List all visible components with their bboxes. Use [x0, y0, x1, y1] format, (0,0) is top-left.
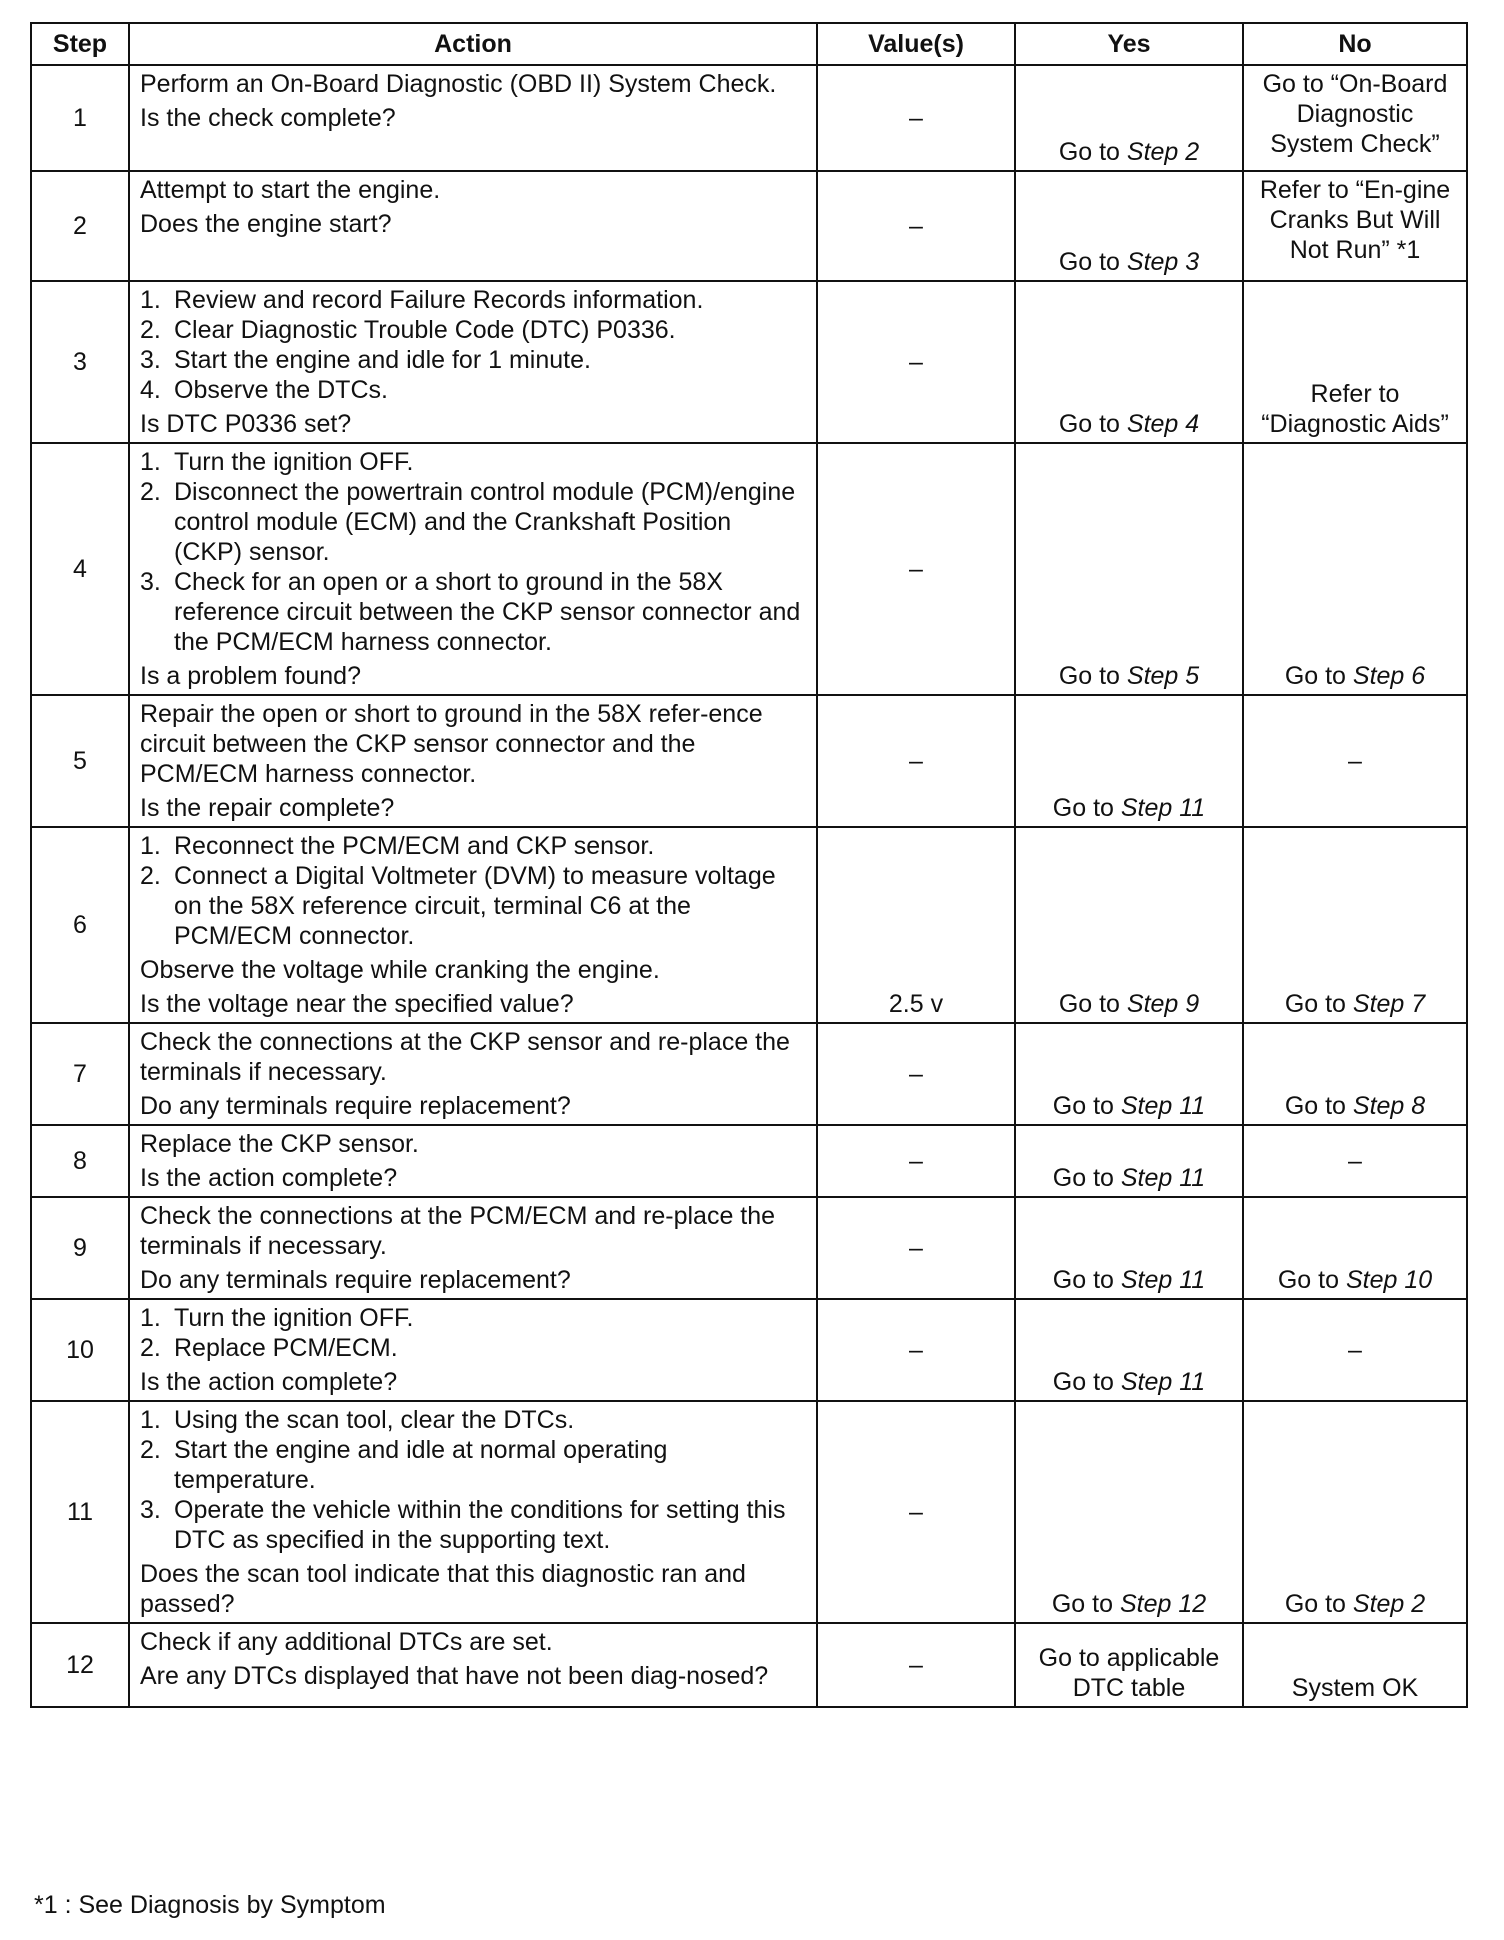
action-steps-list [140, 285, 806, 405]
no-cell [1243, 1197, 1467, 1299]
no-cell [1243, 695, 1467, 827]
goto-prefix: Go to [1058, 138, 1127, 166]
table-row [31, 171, 1467, 281]
action-cell [129, 695, 817, 827]
action-question: Is a problem found? [140, 662, 361, 690]
no-cell [1243, 1125, 1467, 1197]
list-item-text: Turn the ignition OFF. [174, 1304, 414, 1332]
yes-cell [1015, 827, 1243, 1023]
action-cell [129, 1197, 817, 1299]
no-text: – [1348, 747, 1362, 775]
action-cell [129, 1299, 817, 1401]
no-text: System OK [1291, 1674, 1419, 1702]
goto-prefix: Go to [1284, 1590, 1353, 1618]
no-cell [1243, 65, 1467, 171]
value-cell: – [817, 65, 1015, 171]
list-item [140, 567, 806, 657]
action-steps-list [140, 1303, 806, 1363]
goto-prefix: Go to [1284, 662, 1353, 690]
table-row [31, 65, 1467, 171]
yes-cell [1015, 1125, 1243, 1197]
action-paragraph: Replace the CKP sensor. [140, 1130, 419, 1158]
step-number: 8 [31, 1125, 129, 1197]
goto-step-link: Step 4 [1126, 410, 1200, 438]
no-cell [1243, 1023, 1467, 1125]
list-item-number: 1. [140, 1406, 161, 1434]
yes-cell [1015, 1197, 1243, 1299]
list-item-text: Disconnect the powertrain control module (PCM)/engine control module (ECM) and the Crankshaft Position (CKP) sensor. [174, 478, 796, 566]
table-header-row [31, 23, 1467, 65]
action-paragraph: Check if any additional DTCs are set. [140, 1628, 553, 1656]
yes-cell [1015, 65, 1243, 171]
list-item [140, 1303, 806, 1333]
diagnostic-table [30, 22, 1468, 1708]
no-cell [1243, 1299, 1467, 1401]
goto-step-link: Step 11 [1120, 1368, 1206, 1396]
goto-step-link: Step 2 [1352, 1590, 1426, 1618]
list-item-number: 1. [140, 286, 161, 314]
list-item-number: 1. [140, 448, 161, 476]
list-item-number: 2. [140, 316, 161, 344]
action-question: Does the scan tool indicate that this diagnostic ran and passed? [140, 1560, 746, 1618]
action-cell [129, 171, 817, 281]
header-yes: Yes [1015, 23, 1243, 65]
table-row [31, 827, 1467, 1023]
list-item [140, 831, 806, 861]
action-question: Is the repair complete? [140, 794, 395, 822]
goto-prefix: Go to [1052, 1368, 1121, 1396]
goto-step-link: Step 11 [1120, 1092, 1206, 1120]
action-question: Do any terminals require replacement? [140, 1266, 571, 1294]
list-item [140, 447, 806, 477]
action-cell [129, 1125, 817, 1197]
goto-prefix: Go to [1058, 410, 1127, 438]
goto-prefix: Go to [1058, 662, 1127, 690]
table-row [31, 1299, 1467, 1401]
action-question: Is the action complete? [140, 1368, 398, 1396]
goto-step-link: Step 3 [1126, 248, 1200, 276]
list-item-number: 1. [140, 1304, 161, 1332]
goto-step-link: Step 12 [1119, 1590, 1207, 1618]
action-question: Do any terminals require replacement? [140, 1092, 571, 1120]
goto-prefix: Go to [1058, 990, 1127, 1018]
table-row [31, 695, 1467, 827]
table-row [31, 443, 1467, 695]
list-item [140, 477, 806, 567]
no-text: Go to “On-Board Diagnostic System Check” [1262, 70, 1448, 158]
list-item-text: Reconnect the PCM/ECM and CKP sensor. [174, 832, 655, 860]
action-cell [129, 827, 817, 1023]
goto-step-link: Step 7 [1352, 990, 1426, 1018]
value-cell: – [817, 695, 1015, 827]
goto-prefix: Go to [1052, 1092, 1121, 1120]
list-item [140, 315, 806, 345]
list-item-text: Observe the DTCs. [174, 376, 388, 404]
list-item-number: 4. [140, 376, 161, 404]
goto-step-link: Step 10 [1345, 1266, 1433, 1294]
no-cell [1243, 1401, 1467, 1623]
table-row [31, 1197, 1467, 1299]
action-paragraph: Check the connections at the PCM/ECM and re-place the terminals if necessary. [140, 1202, 776, 1260]
step-number: 4 [31, 443, 129, 695]
header-no: No [1243, 23, 1467, 65]
list-item-number: 3. [140, 568, 161, 596]
step-number: 9 [31, 1197, 129, 1299]
action-question: Is the action complete? [140, 1164, 398, 1192]
list-item-text: Operate the vehicle within the conditions for setting this DTC as specified in the supporting text. [174, 1496, 786, 1554]
list-item-number: 2. [140, 478, 161, 506]
action-question: Is the voltage near the specified value? [140, 990, 574, 1018]
list-item-text: Start the engine and idle for 1 minute. [174, 346, 591, 374]
goto-step-link: Step 2 [1126, 138, 1200, 166]
no-text: Refer to “Diagnostic Aids” [1261, 380, 1449, 438]
no-cell [1243, 827, 1467, 1023]
footnote: *1 : See Diagnosis by Symptom [34, 1891, 386, 1919]
value-cell: – [817, 1299, 1015, 1401]
list-item-text: Using the scan tool, clear the DTCs. [174, 1406, 575, 1434]
list-item [140, 1405, 806, 1435]
header-action: Action [129, 23, 817, 65]
value-cell: – [817, 1401, 1015, 1623]
yes-cell [1015, 281, 1243, 443]
step-number: 6 [31, 827, 129, 1023]
list-item [140, 1495, 806, 1555]
goto-prefix: Go to [1051, 1590, 1120, 1618]
yes-cell [1015, 1299, 1243, 1401]
yes-cell [1015, 171, 1243, 281]
action-paragraph: Check the connections at the CKP sensor and re-place the terminals if necessary. [140, 1028, 790, 1086]
yes-cell [1015, 1623, 1243, 1707]
goto-step-link: Step 6 [1352, 662, 1426, 690]
list-item [140, 285, 806, 315]
list-item-number: 2. [140, 1334, 161, 1362]
list-item-number: 1. [140, 832, 161, 860]
no-cell [1243, 171, 1467, 281]
no-text: – [1348, 1336, 1362, 1364]
step-number: 2 [31, 171, 129, 281]
action-paragraph: Observe the voltage while cranking the engine. [140, 956, 660, 984]
list-item-text: Clear Diagnostic Trouble Code (DTC) P0336. [174, 316, 676, 344]
list-item [140, 375, 806, 405]
value-cell: – [817, 443, 1015, 695]
action-steps-list [140, 1405, 806, 1555]
list-item-number: 2. [140, 1436, 161, 1464]
action-question: Is DTC P0336 set? [140, 410, 352, 438]
goto-step-link: Step 11 [1120, 1164, 1206, 1192]
goto-prefix: Go to [1052, 1266, 1121, 1294]
list-item-number: 3. [140, 1496, 161, 1524]
value-cell: – [817, 281, 1015, 443]
step-number: 5 [31, 695, 129, 827]
table-body [31, 65, 1467, 1707]
list-item-text: Replace PCM/ECM. [174, 1334, 398, 1362]
goto-prefix: Go to [1277, 1266, 1346, 1294]
list-item [140, 1435, 806, 1495]
action-steps-list [140, 831, 806, 951]
goto-prefix: Go to [1052, 1164, 1121, 1192]
list-item [140, 861, 806, 951]
yes-cell [1015, 443, 1243, 695]
goto-prefix: Go to [1052, 794, 1121, 822]
step-number: 7 [31, 1023, 129, 1125]
table-row [31, 281, 1467, 443]
list-item-number: 2. [140, 862, 161, 890]
action-cell [129, 443, 817, 695]
table-row [31, 1023, 1467, 1125]
goto-prefix: Go to [1284, 1092, 1353, 1120]
action-question: Are any DTCs displayed that have not been diag-nosed? [140, 1662, 769, 1690]
action-cell [129, 65, 817, 171]
step-number: 1 [31, 65, 129, 171]
goto-prefix: Go to [1058, 248, 1127, 276]
action-steps-list [140, 447, 806, 657]
step-number: 11 [31, 1401, 129, 1623]
list-item-text: Check for an open or a short to ground in the 58X reference circuit between the CKP sensor connector and the PCM/ECM harness connector. [174, 568, 801, 656]
no-cell [1243, 443, 1467, 695]
action-question: Is the check complete? [140, 104, 396, 132]
header-values: Value(s) [817, 23, 1015, 65]
no-cell [1243, 1623, 1467, 1707]
table-row [31, 1401, 1467, 1623]
goto-step-link: Step 11 [1120, 1266, 1206, 1294]
action-cell [129, 1401, 817, 1623]
yes-cell [1015, 695, 1243, 827]
action-cell [129, 1023, 817, 1125]
value-cell: – [817, 1125, 1015, 1197]
yes-text: Go to applicable DTC table [1038, 1644, 1220, 1702]
goto-step-link: Step 11 [1120, 794, 1206, 822]
action-paragraph: Perform an On-Board Diagnostic (OBD II) System Check. [140, 70, 777, 98]
list-item-number: 3. [140, 346, 161, 374]
list-item-text: Start the engine and idle at normal operating temperature. [174, 1436, 668, 1494]
list-item-text: Review and record Failure Records information. [174, 286, 704, 314]
list-item-text: Connect a Digital Voltmeter (DVM) to measure voltage on the 58X reference circuit, terminal C6 at the PCM/ECM connector. [174, 862, 776, 950]
action-cell [129, 1623, 817, 1707]
list-item-text: Turn the ignition OFF. [174, 448, 414, 476]
yes-cell [1015, 1023, 1243, 1125]
table-row [31, 1125, 1467, 1197]
action-paragraph: Repair the open or short to ground in the 58X refer-ence circuit between the CKP sensor connector and the PCM/ECM harness connector. [140, 700, 763, 788]
value-cell: 2.5 v [817, 827, 1015, 1023]
value-cell: – [817, 171, 1015, 281]
goto-step-link: Step 9 [1126, 990, 1200, 1018]
yes-cell [1015, 1401, 1243, 1623]
action-paragraph: Attempt to start the engine. [140, 176, 441, 204]
step-number: 10 [31, 1299, 129, 1401]
list-item [140, 1333, 806, 1363]
header-step: Step [31, 23, 129, 65]
action-cell [129, 281, 817, 443]
goto-prefix: Go to [1284, 990, 1353, 1018]
step-number: 12 [31, 1623, 129, 1707]
action-question: Does the engine start? [140, 210, 392, 238]
value-cell: – [817, 1023, 1015, 1125]
list-item [140, 345, 806, 375]
table-row [31, 1623, 1467, 1707]
value-cell: – [817, 1197, 1015, 1299]
no-text: – [1348, 1147, 1362, 1175]
goto-step-link: Step 5 [1126, 662, 1200, 690]
no-text: Refer to “En-gine Cranks But Will Not Run” *1 [1259, 176, 1451, 264]
no-cell [1243, 281, 1467, 443]
step-number: 3 [31, 281, 129, 443]
goto-step-link: Step 8 [1352, 1092, 1426, 1120]
value-cell: – [817, 1623, 1015, 1707]
